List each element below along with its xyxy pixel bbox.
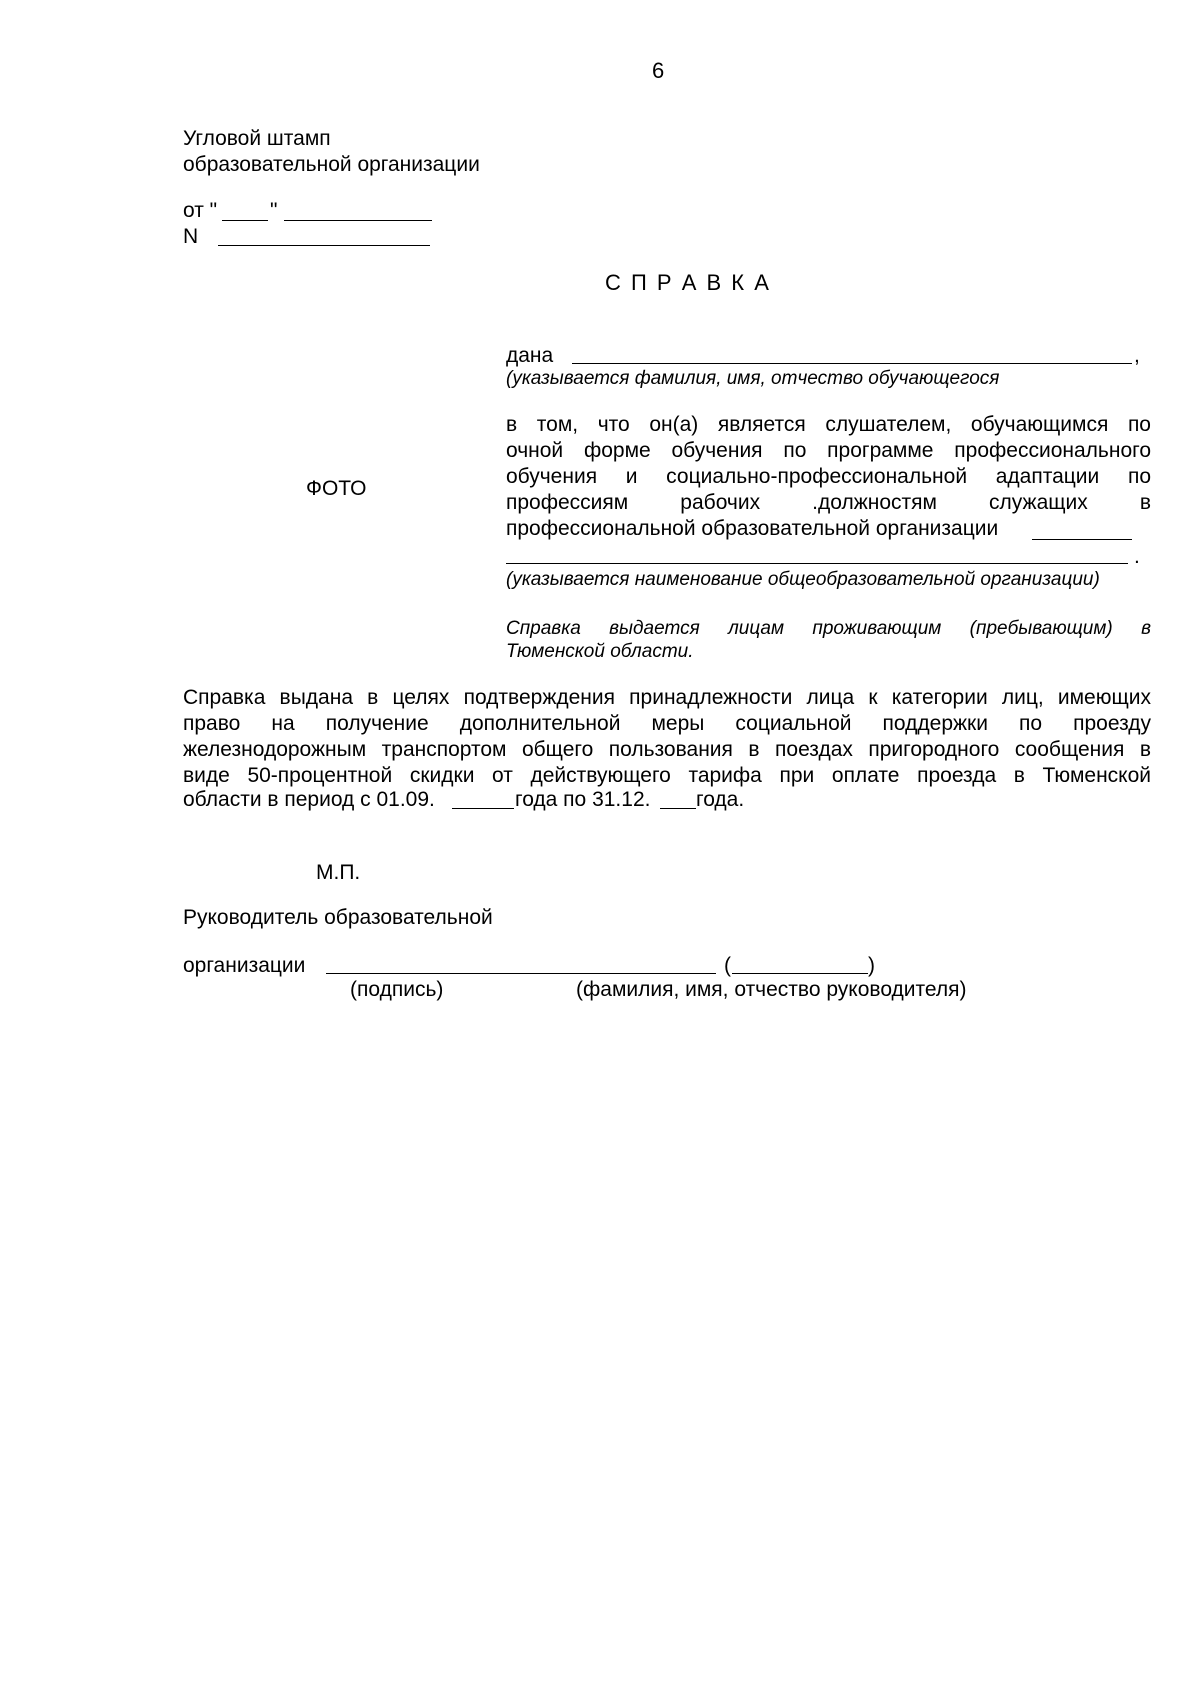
signature-hint: (подпись) — [350, 978, 444, 1001]
organization-hint: (указывается наименование общеобразовательной организации) — [506, 569, 1100, 590]
name-paren-open: ( — [724, 954, 731, 977]
residence-note-line: Тюменской области. — [506, 641, 694, 662]
purpose-line: право на получение дополнительной меры социальной поддержки по проезду — [183, 712, 1151, 735]
head-name-hint: (фамилия, имя, отчество руководителя) — [576, 978, 967, 1001]
seal-place-label: М.П. — [316, 861, 361, 884]
status-line: очной форме обучения по программе профессионального — [506, 439, 1151, 462]
stamp-label-line2: образовательной организации — [183, 153, 480, 176]
number-prefix: N — [183, 225, 199, 248]
signature-field[interactable] — [326, 973, 716, 974]
period-part1: области в период с 01.09. — [183, 788, 435, 811]
status-line: в том, что он(а) является слушателем, обучающимся по — [506, 413, 1151, 436]
date-prefix: от " — [183, 199, 218, 222]
end-year-field[interactable] — [660, 808, 696, 809]
head-name-field[interactable] — [732, 973, 868, 974]
organization-field-inline[interactable] — [1032, 539, 1132, 540]
period-part3: года. — [696, 788, 745, 811]
status-last-text: профессиональной образовательной организации — [506, 517, 999, 540]
head-label-line1: Руководитель образовательной — [183, 906, 493, 929]
residence-note — [506, 617, 1151, 663]
purpose-line: железнодорожным транспортом общего пользования в поездах пригородного сообщения в — [183, 738, 1151, 761]
status-paragraph — [506, 412, 1151, 542]
status-line: обучения и социально-профессиональной адаптации по — [506, 465, 1151, 488]
organization-period: . — [1134, 545, 1140, 568]
given-comma: , — [1134, 344, 1140, 367]
date-mid: " — [270, 199, 278, 222]
document-title: С П Р А В К А — [605, 270, 771, 295]
student-name-field[interactable] — [572, 363, 1132, 364]
purpose-line: виде 50-процентной скидки от действующего тарифа при оплате проезда в Тюменской — [183, 764, 1151, 787]
given-label: дана — [506, 344, 554, 367]
head-label-line2: организации — [183, 954, 306, 977]
residence-note-line: Справка выдается лицам проживающим (пребывающим) в — [506, 618, 1151, 639]
date-month-field[interactable] — [284, 220, 432, 221]
date-day-field[interactable] — [222, 220, 268, 221]
purpose-line: Справка выдана в целях подтверждения принадлежности лица к категории лиц, имеющих — [183, 686, 1151, 709]
start-year-field[interactable] — [452, 808, 514, 809]
student-name-hint: (указывается фамилия, имя, отчество обучающегося — [506, 368, 1000, 389]
number-field[interactable] — [218, 245, 430, 246]
page-number: 6 — [652, 58, 665, 83]
status-line: профессиям рабочих .должностям служащих в — [506, 491, 1151, 514]
period-part2: года по 31.12. — [515, 788, 651, 811]
photo-label: ФОТО — [306, 477, 367, 500]
organization-field[interactable] — [506, 563, 1128, 564]
name-paren-close: ) — [868, 954, 875, 977]
stamp-label-line1: Угловой штамп — [183, 127, 331, 150]
purpose-paragraph — [183, 685, 1151, 789]
